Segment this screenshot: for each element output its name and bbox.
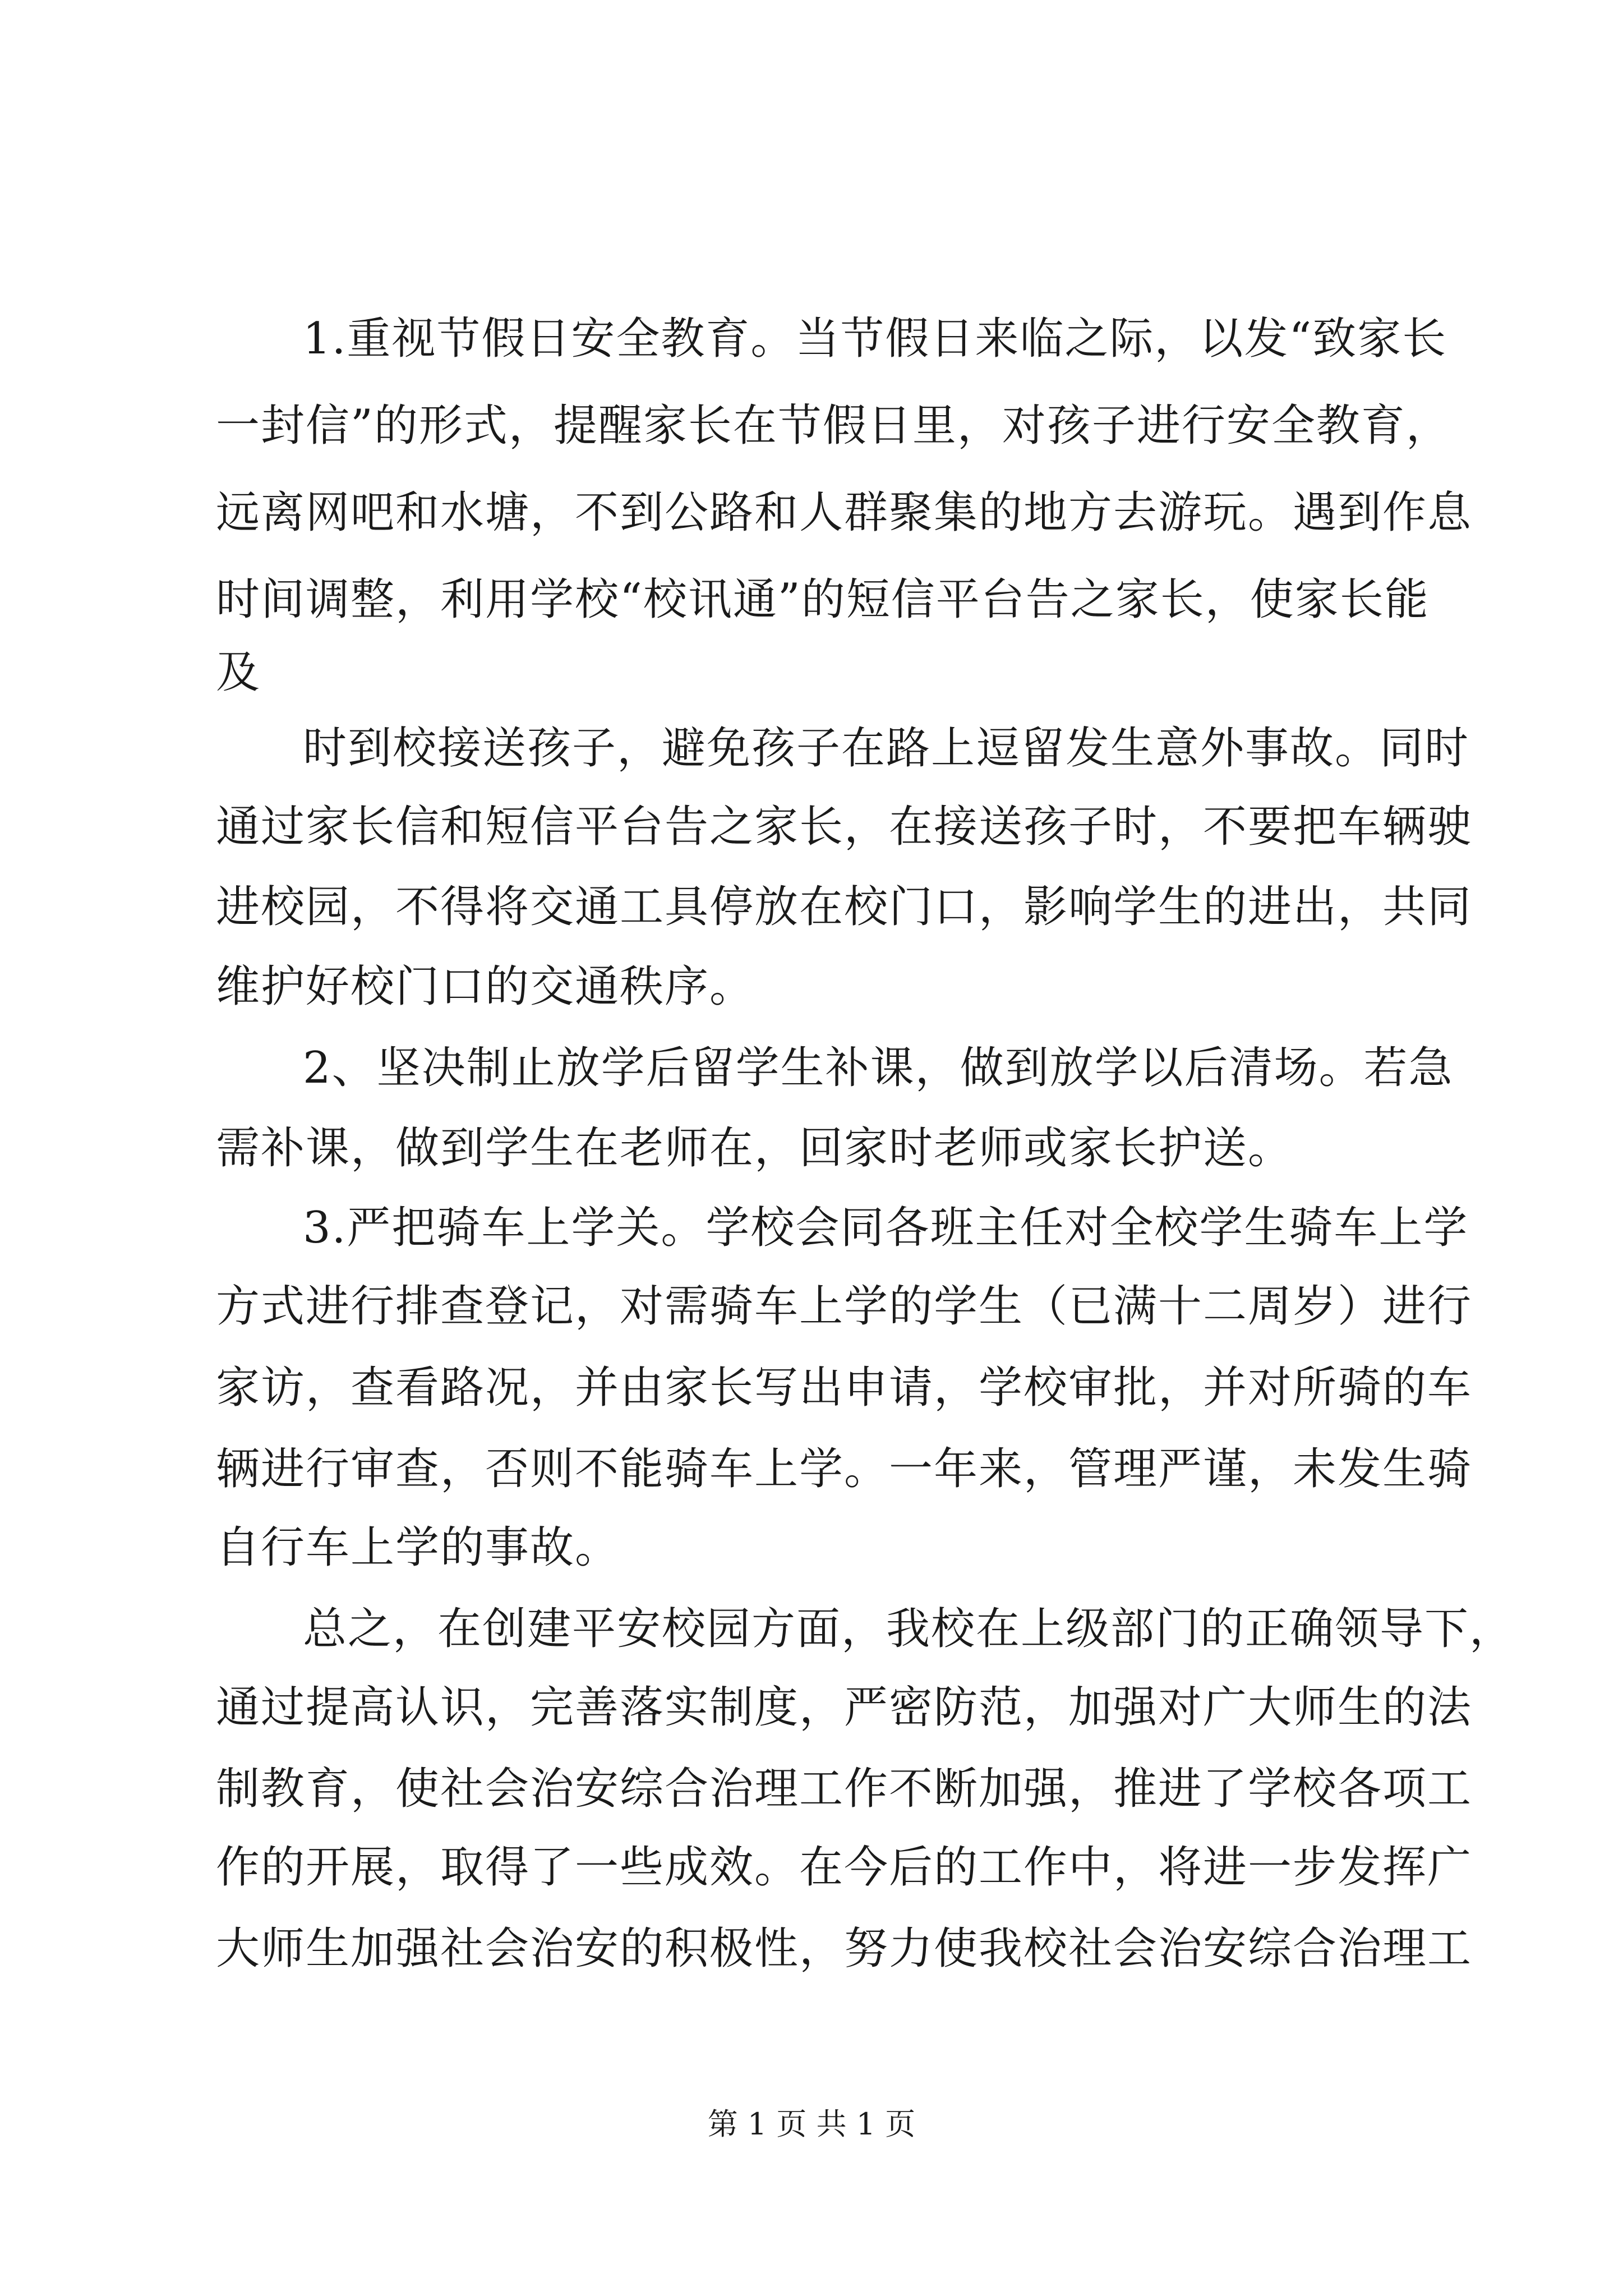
text-line: 方式进行排查登记，对需骑车上学的学生（已满十二周岁）进行: [216, 1281, 1473, 1332]
text-line: 2、坚决制止放学后留学生补课，做到放学以后清场。若急: [303, 1043, 1454, 1093]
text-line: 1.重视节假日安全教育。当节假日来临之际，以发“致家长: [303, 314, 1447, 364]
text-line: 时到校接送孩子，避免孩子在路上逗留发生意外事故。同时: [303, 723, 1470, 774]
text-line: 维护好校门口的交通秩序。: [216, 961, 755, 1012]
text-line: 3.严把骑车上学关。学校会同各班主任对全校学生骑车上学: [303, 1203, 1469, 1253]
text-line: 自行车上学的事故。: [216, 1522, 620, 1573]
page-number-footer: 第 1 页 共 1 页: [707, 2106, 916, 2142]
text-line: 大师生加强社会治安的积极性，努力使我校社会治安综合治理工: [216, 1924, 1473, 1974]
text-line: 辆进行审查，否则不能骑车上学。一年来，管理严谨，未发生骑: [216, 1444, 1473, 1494]
text-line: 作的开展，取得了一些成效。在今后的工作中，将进一步发挥广: [216, 1842, 1473, 1893]
text-line: 一封信”的形式，提醒家长在节假日里，对孩子进行安全教育，: [216, 401, 1451, 451]
text-line: 家访，查看路况，并由家长写出申请，学校审批，并对所骑的车: [216, 1363, 1473, 1413]
text-line: 通过家长信和短信平台告之家长，在接送孩子时，不要把车辆驶: [216, 802, 1473, 852]
text-line: 需补课，做到学生在老师在，回家时老师或家长护送。: [216, 1123, 1293, 1174]
text-line: 及: [216, 647, 261, 698]
text-line: 制教育，使社会治安综合治理工作不断加强，推进了学校各项工: [216, 1764, 1473, 1814]
text-line: 通过提高认识，完善落实制度，严密防范，加强对广大师生的法: [216, 1682, 1473, 1733]
text-line: 远离网吧和水塘，不到公路和人群聚集的地方去游玩。遇到作息: [216, 487, 1473, 538]
text-line: 总之，在创建平安校园方面，我校在上级部门的正确领导下，: [303, 1604, 1515, 1654]
text-line: 时间调整，利用学校“校讯通”的短信平台告之家长，使家长能: [216, 574, 1430, 625]
text-line: 进校园，不得将交通工具停放在校门口，影响学生的进出，共同: [216, 882, 1473, 932]
